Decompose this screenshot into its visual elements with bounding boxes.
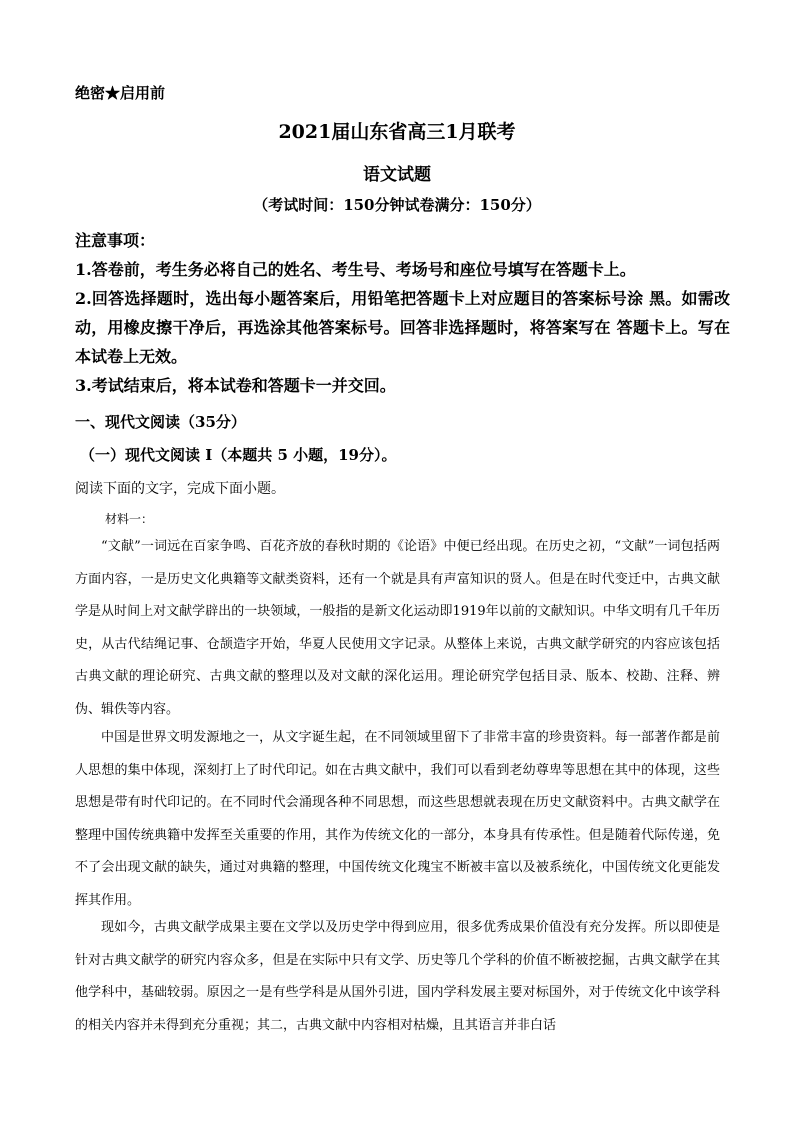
notices-block (75, 226, 730, 400)
reading-instruction: 阅读下面的文字，完成下面小题。 (75, 481, 285, 497)
article-paragraph: “文献”一词远在百家争鸣、百花齐放的春秋时期的《论语》中便已经出现。在历史之初，“文献”一词包括两方面内容，一是历史文化典籍等文献类资料，还有一个就是具有声富知识的贤人。但是在时代变迁中，古典文献学是从时间上对文献学辟出的一块领域，一般指的是新文化运动即1919年以前的文献知识。中华文明有几千年历史，从古代结绳记事、仓颉造字开始，华夏人民使用文字记录。从整体上来说，古典文献学研究的内容应该包括古典文献的理论研究、古典文献的整理以及对文献的深化运用。理论研究学包括目录、版本、校勘、注释、辨伪、辑佚等内容。 (75, 539, 720, 717)
material-label: 材料一： (105, 512, 154, 526)
notice-item-3: 3.考试结束后，将本试卷和答题卡一并交回。 (75, 376, 396, 395)
notice-item-1: 1.答卷前，考生务必将自己的姓名、考生号、考场号和座位号填写在答题卡上。 (75, 260, 636, 279)
confidential-label: 绝密★启用前 (75, 84, 166, 102)
notice-item-2-line-2: 动，用橡皮擦干净后，再选涂其他答案标号。回答非选择题时，将答案写在 答题卡上。写在 (75, 318, 730, 337)
article-paragraph: 中国是世界文明发源地之一，从文字诞生起，在不同领域里留下了非常丰富的珍贵资料。每一部著作都是前人思想的集中体现，深刻打上了时代印记。如在古典文献中，我们可以看到老幼尊卑等思想在其中的体现，这些思想是带有时代印记的。在不同时代会涌现各种不同思想，而这些思想就表现在历史文献资料中。古典文献学在整理中国传统典籍中发挥至关重要的作用，其作为传统文化的一部分，本身具有传承性。但是随着代际传递，免不了会出现文献的缺失，通过对典籍的整理，中国传统文化瑰宝不断被丰富以及被系统化，中国传统文化更能发挥其作用。 (75, 730, 720, 908)
exam-subject: 语文试题 (363, 165, 431, 185)
article-paragraph: 现如今，古典文献学成果主要在文学以及历史学中得到应用，很多优秀成果价值没有充分发挥。所以即使是针对古典文献学的研究内容众多，但是在实际中只有文学、历史等几个学科的价值不断被挖掘，古典文献学在其他学科中，基础较弱。原因之一是有些学科是从国外引进，国内学科发展主要对标国外，对于传统文化中该学科的相关内容并未得到充分重视；其二，古典文献中内容相对枯燥，且其语言并非白话 (75, 920, 720, 1033)
exam-title: 2021届山东省高三1月联考 (278, 121, 516, 143)
notice-item-2-line-3: 本试卷上无效。 (75, 347, 188, 366)
subsection-title: （一）现代文阅读 I（本题共 5 小题，19分）。 (80, 446, 397, 464)
section-title: 一、现代文阅读（35分） (75, 413, 246, 431)
notice-item-2-line-1: 2.回答选择题时，选出每小题答案后，用铅笔把答题卡上对应题目的答案标号涂 黑。如需改 (75, 289, 730, 308)
exam-info: （考试时间：150分钟试卷满分：150分） (253, 196, 541, 214)
notices-heading: 注意事项： (75, 231, 156, 250)
